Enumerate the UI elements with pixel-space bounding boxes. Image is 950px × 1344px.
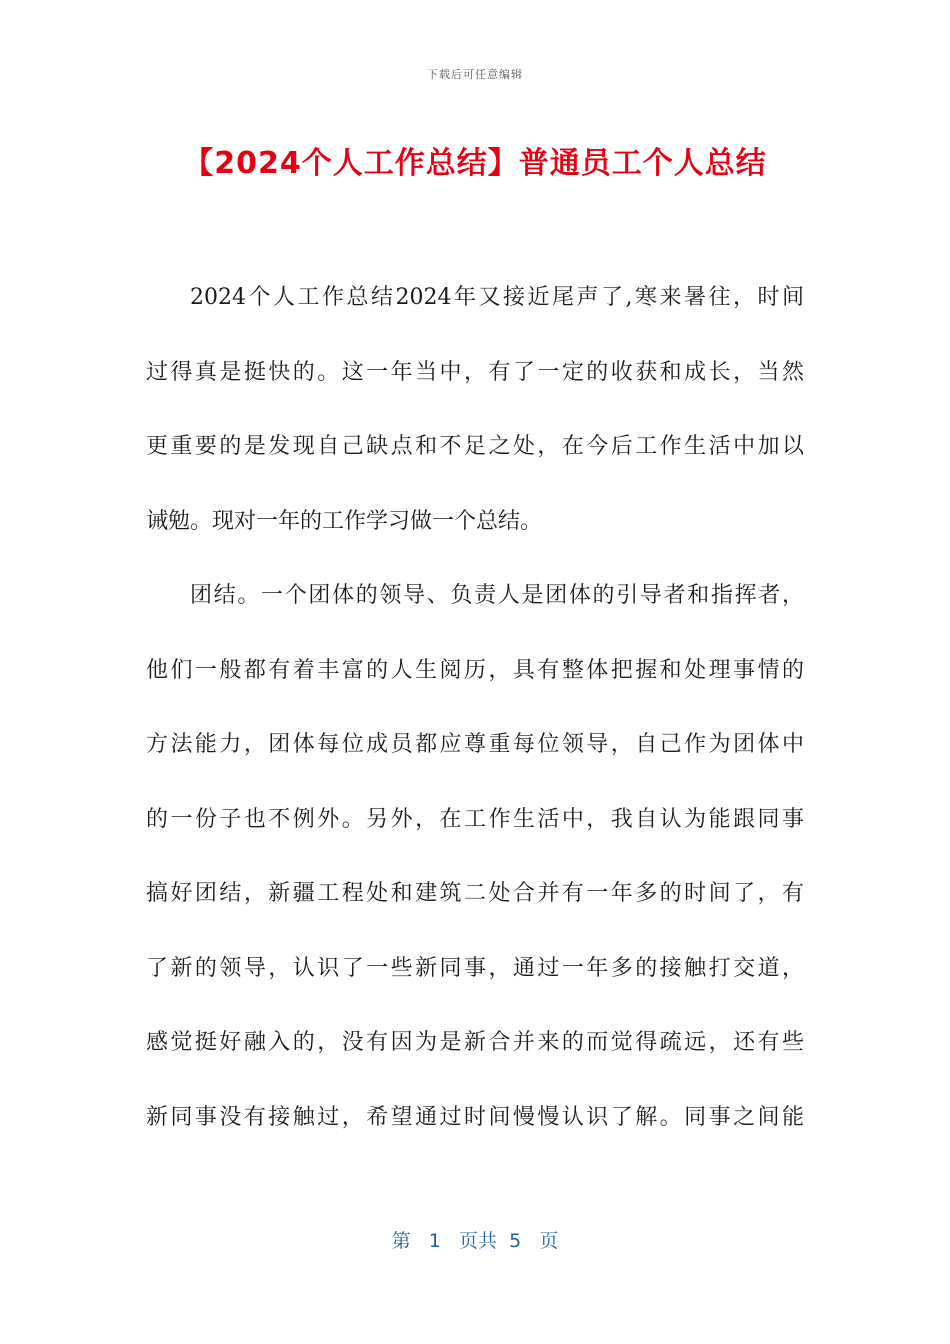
- text-line: 更重要的是发现自己缺点和不足之处，在今后工作生活中加以: [146, 434, 804, 459]
- footer-suffix: 页: [539, 1230, 559, 1252]
- text-line: 的一份子也不例外。另外，在工作生活中，我自认为能跟同事: [146, 806, 804, 832]
- paragraph-unity: [146, 574, 804, 1170]
- text-line: 了新的领导，认识了一些新同事，通过一年多的接触打交道，: [146, 955, 804, 981]
- footer-mid: 页共: [459, 1230, 498, 1252]
- document-title: 【2024个人工作总结】普通员工个人总结: [183, 146, 767, 181]
- footer-prefix: 第: [391, 1230, 411, 1252]
- text-line: 方法能力，团体每位成员都应尊重每位领导，自己作为团体中: [146, 732, 804, 757]
- document-body: [146, 276, 804, 1170]
- text-line: 搞好团结，新疆工程处和建筑二处合并有一年多的时间了，有: [146, 881, 804, 906]
- text-line: 过得真是挺快的。这一年当中，有了一定的收获和成长，当然: [146, 359, 804, 385]
- header-note: 下载后可任意编辑: [427, 68, 523, 81]
- total-pages-number: 5: [509, 1230, 522, 1252]
- text-line: 团结。一个团体的领导、负责人是团体的引导者和指挥者，: [190, 583, 804, 608]
- text-line: 新同事没有接触过，希望通过时间慢慢认识了解。同事之间能: [146, 1104, 804, 1130]
- page-footer: [0, 1226, 950, 1253]
- text-line: 感觉挺好融入的，没有因为是新合并来的而觉得疏远，还有些: [146, 1030, 804, 1055]
- text-line: 诫勉。现对一年的工作学习做一个总结。: [146, 508, 543, 534]
- text-line: 他们一般都有着丰富的人生阅历，具有整体把握和处理事情的: [146, 657, 804, 683]
- current-page-number: 1: [428, 1230, 441, 1252]
- paragraph-intro: [146, 276, 804, 574]
- text-line: 2024个人工作总结2024年又接近尾声了,寒来暑往，时间: [190, 285, 804, 310]
